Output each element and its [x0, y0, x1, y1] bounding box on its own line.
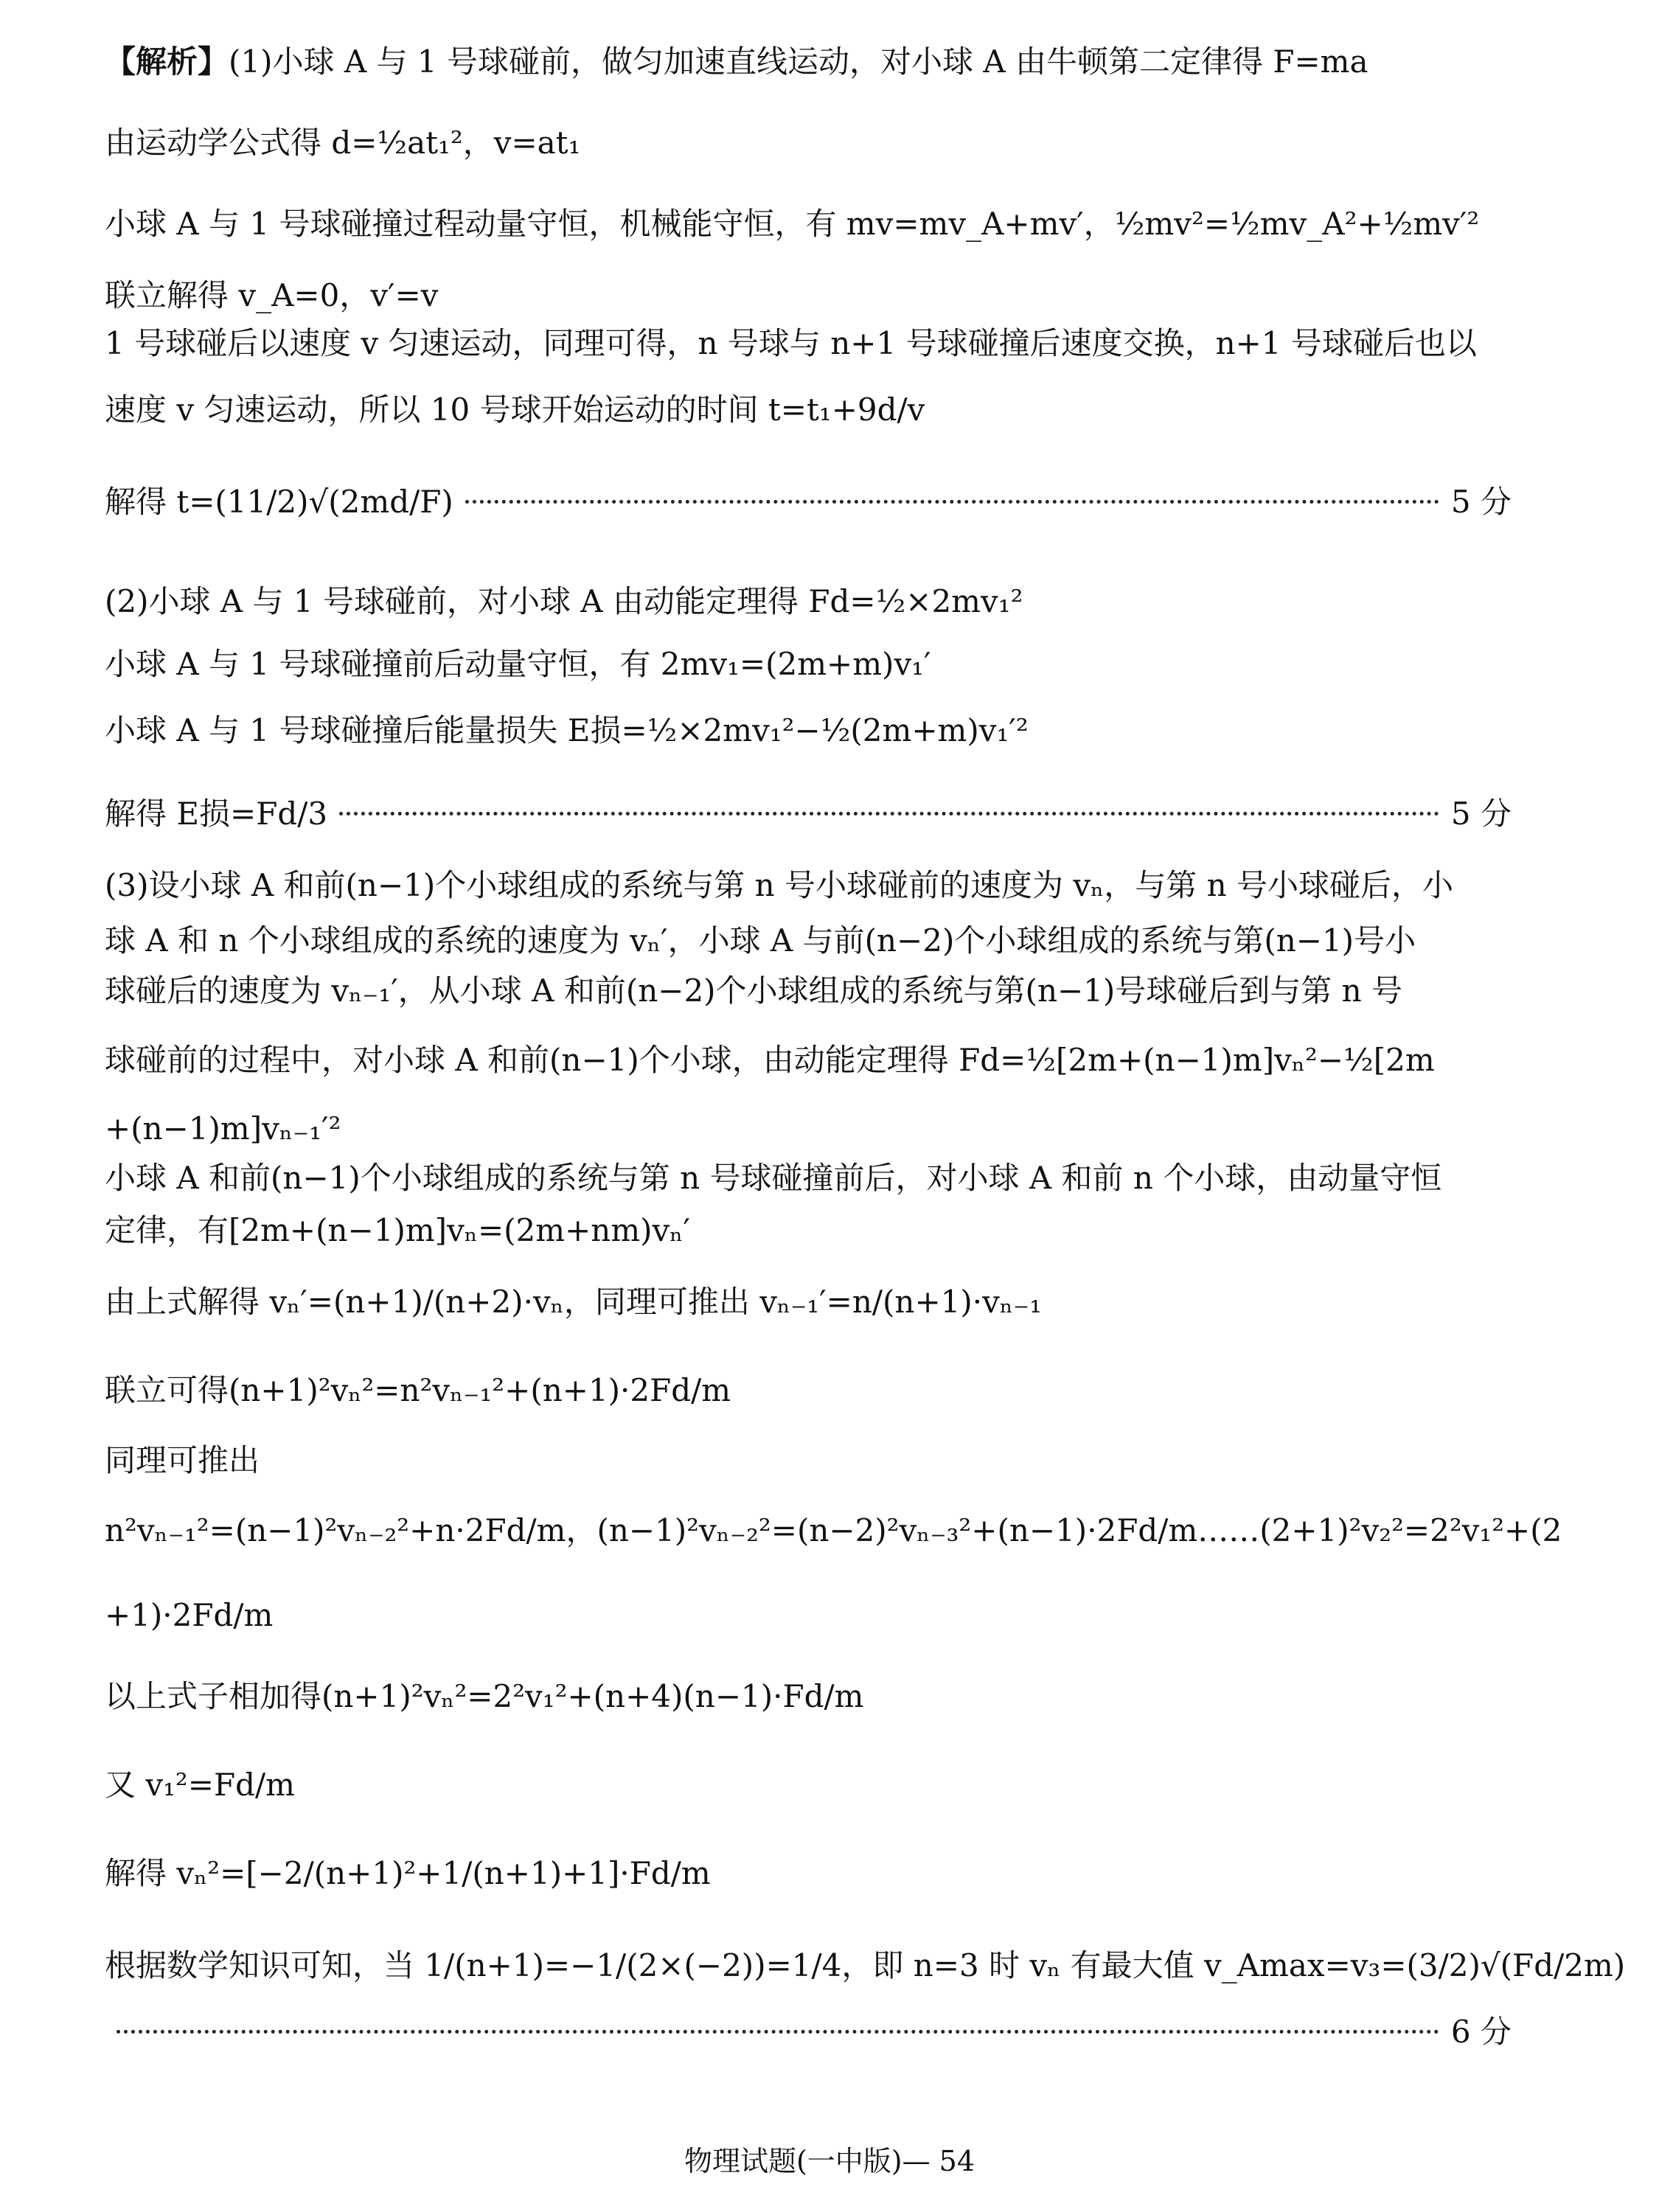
solution-line: 由运动学公式得 d=½at₁²，v=at₁ — [105, 125, 581, 161]
solution-line: 又 v₁²=Fd/m — [105, 1767, 295, 1803]
solution-line: +1)·2Fd/m — [105, 1597, 274, 1633]
solution-line: 球碰前的过程中，对小球 A 和前(n−1)个小球，由动能定理得 Fd=½[2m+(n−1)m]vₙ²−½[2m — [105, 1042, 1435, 1078]
score-label: 6 分 — [1450, 2014, 1512, 2050]
solution-text: (1)小球 A 与 1 号球碰前，做匀加速直线运动，对小球 A 由牛顿第二定律得 F=ma — [229, 44, 1368, 80]
solution-line: (2)小球 A 与 1 号球碰前，对小球 A 由动能定理得 Fd=½×2mv₁² — [105, 583, 1023, 619]
solution-text: 解得 E损=Fd/3 — [105, 796, 328, 832]
page-footer: 物理试题(一中版)— 54 — [684, 2145, 975, 2177]
solution-line: 小球 A 与 1 号球碰撞前后动量守恒，有 2mv₁=(2m+m)v₁′ — [105, 646, 931, 682]
solution-line: 小球 A 和前(n−1)个小球组成的系统与第 n 号球碰撞前后，对小球 A 和前 n 个小球，由动量守恒 — [105, 1160, 1442, 1196]
leader-dots — [339, 812, 1439, 815]
score-line-2 — [105, 795, 1512, 834]
solution-line: 根据数学知识可知，当 1/(n+1)=−1/(2×(−2))=1/4，即 n=3 时 vₙ 有最大值 v_Amax=v₃=(3/2)√(Fd/2m) — [105, 1947, 1626, 1983]
solution-line: 1 号球碰后以速度 v 匀速运动，同理可得，n 号球与 n+1 号球碰撞后速度交换，n+1 号球碰后也以 — [105, 325, 1477, 361]
solution-line: 球碰后的速度为 vₙ₋₁′，从小球 A 和前(n−2)个小球组成的系统与第(n−1)号球碰后到与第 n 号 — [105, 973, 1403, 1009]
solution-line: 联立解得 v_A=0，v′=v — [105, 277, 439, 313]
solution-line: 同理可推出 — [105, 1442, 260, 1478]
leader-dots — [465, 500, 1439, 504]
solution-line — [105, 43, 1512, 82]
solution-line: 速度 v 匀速运动，所以 10 号球开始运动的时间 t=t₁+9d/v — [105, 392, 925, 428]
score-line-3 — [105, 2013, 1512, 2052]
solution-line: 联立可得(n+1)²vₙ²=n²vₙ₋₁²+(n+1)·2Fd/m — [105, 1372, 731, 1408]
solution-line: 小球 A 与 1 号球碰撞后能量损失 E损=½×2mv₁²−½(2m+m)v₁′² — [105, 712, 1029, 748]
solution-line: 以上式子相加得(n+1)²vₙ²=2²v₁²+(n+4)(n−1)·Fd/m — [105, 1678, 864, 1714]
solution-line: 定律，有[2m+(n−1)m]vₙ=(2m+nm)vₙ′ — [105, 1212, 690, 1248]
solution-line: 解得 vₙ²=[−2/(n+1)²+1/(n+1)+1]·Fd/m — [105, 1855, 711, 1891]
leader-dots — [116, 2030, 1439, 2034]
solution-line: 小球 A 与 1 号球碰撞过程动量守恒，机械能守恒，有 mv=mv_A+mv′，½mv²=½mv_A²+½mv′² — [105, 206, 1480, 242]
score-label: 5 分 — [1450, 796, 1512, 832]
solution-line: 由上式解得 vₙ′=(n+1)/(n+2)·vₙ，同理可推出 vₙ₋₁′=n/(n+1)·vₙ₋₁ — [105, 1284, 1043, 1320]
solution-line: 球 A 和 n 个小球组成的系统的速度为 vₙ′，小球 A 与前(n−2)个小球组成的系统与第(n−1)号小 — [105, 922, 1416, 959]
score-label: 5 分 — [1450, 484, 1512, 520]
solution-header: 【解析】 — [105, 44, 229, 80]
solution-line: n²vₙ₋₁²=(n−1)²vₙ₋₂²+n·2Fd/m，(n−1)²vₙ₋₂²=(n−2)²vₙ₋₃²+(n−1)·2Fd/m……(2+1)²v₂²=2²v₁²+(2 — [105, 1512, 1562, 1548]
solution-line: (3)设小球 A 和前(n−1)个小球组成的系统与第 n 号小球碰前的速度为 vₙ，与第 n 号小球碰后，小 — [105, 867, 1454, 903]
solution-text: 解得 t=(11/2)√(2md/F) — [105, 484, 453, 520]
score-line-1 — [105, 483, 1512, 522]
solution-line: +(n−1)m]vₙ₋₁′² — [105, 1110, 341, 1147]
